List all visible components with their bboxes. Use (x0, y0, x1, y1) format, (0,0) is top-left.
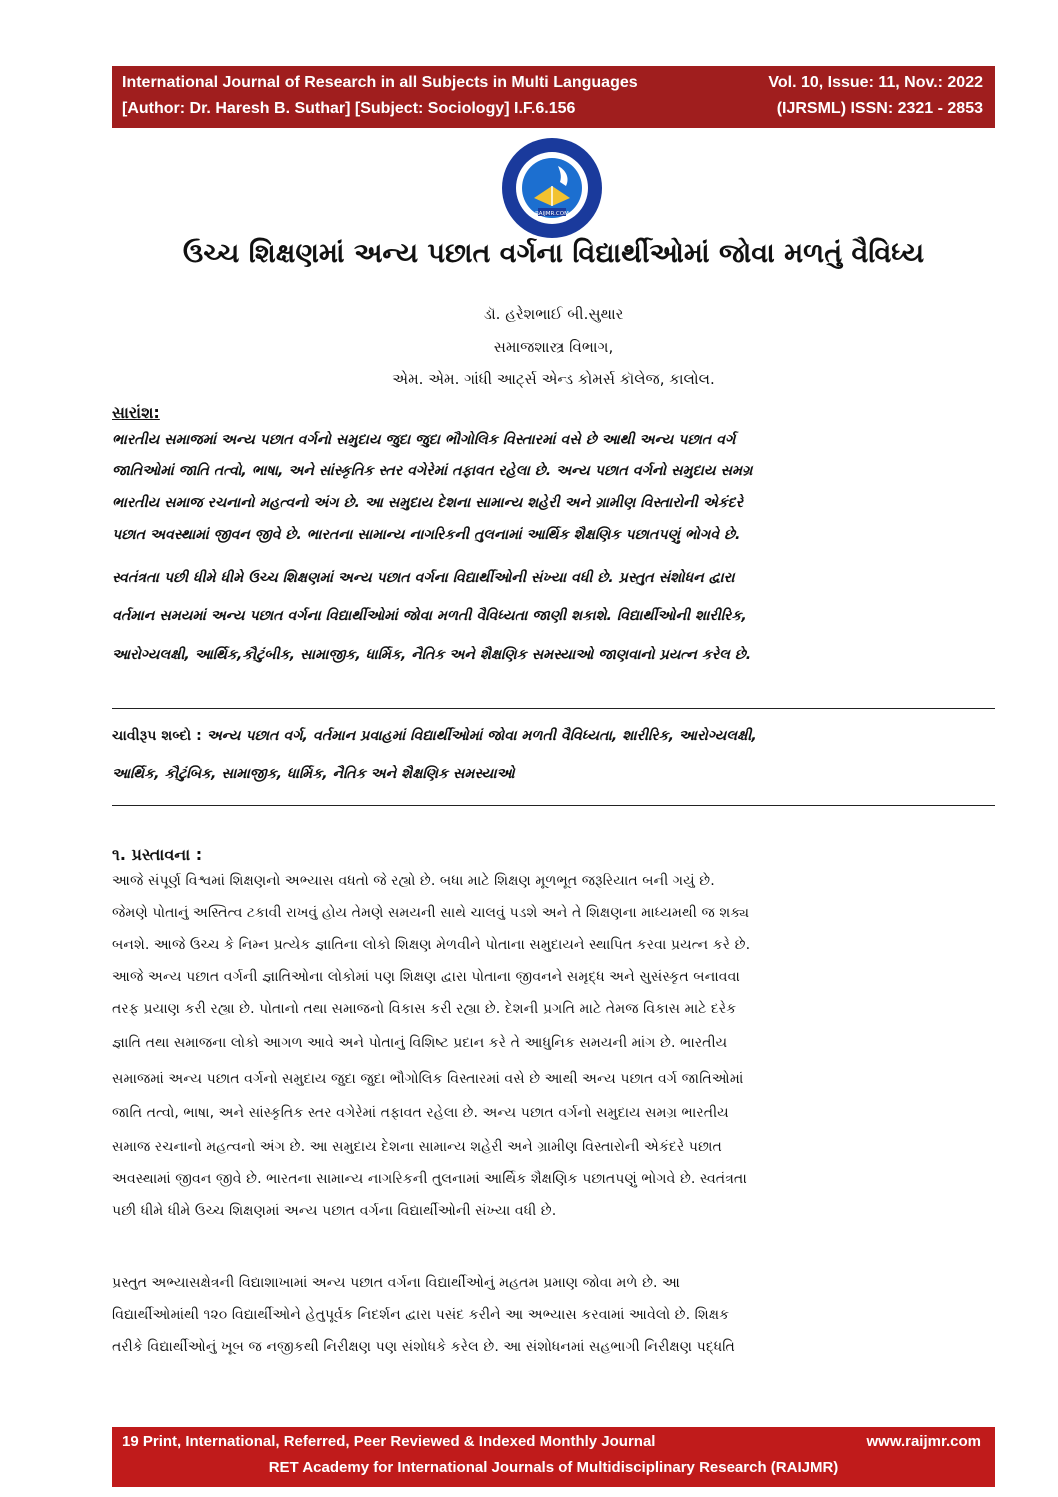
author-department: સમાજશાસ્ત્ર વિભાગ, (493, 338, 614, 356)
body-line: તરીકે વિદ્યાર્થીઓનું ખૂબ જ નજીકથી નિરીક્ષણ પણ સંશોધકે કરેલ છે. આ સંશોધનમાં સહભાગી નિરીક્ષણ પદ્ધતિ (112, 1339, 735, 1355)
body-line: જાતિ તત્વો, ભાષા, અને સાંસ્કૃતિક સ્તર વગેરેમાં તફાવત રહેલા છે. અન્ય પછાત વર્ગનો સમુદાય સમગ્ર ભારતીય (112, 1105, 729, 1121)
journal-name: International Journal of Research in all Subjects in Multi Languages (122, 74, 638, 91)
keywords-text-2: આર્થિક, કૌટુંબિક, સામાજીક, ધાર્મિક, નૈતિક અને શૈક્ષણિક સમસ્યાઓ (112, 766, 515, 782)
author-name: ડૉ. હરેશભાઈ બી.સુથાર (483, 305, 624, 323)
keywords-line-1 (112, 728, 995, 744)
body-line: પ્રસ્તુત અભ્યાસક્ષેત્રની વિદ્યાશાખામાં અન્ય પછાત વર્ગના વિદ્યાર્થીઓનું મહતમ પ્રમાણ જોવા મળે છે. આ (112, 1275, 681, 1291)
issn: (IJRSML) ISSN: 2321 - 2853 (776, 100, 983, 117)
abstract-line: ભારતીય સમાજ રચનાનો મહત્વનો અંગ છે. આ સમુદાય દેશના સામાન્ય શહેરી અને ગ્રામીણ વિસ્તારોની એકંદરે (112, 495, 743, 511)
paper-title: ઉચ્ચ શિક્ષણમાં અન્ય પછાત વર્ગના વિદ્યાર્થીઓમાં જોવા મળતું વૈવિધ્ય (182, 238, 925, 269)
divider-bottom (112, 805, 995, 806)
journal-header (112, 66, 995, 128)
divider-top (112, 708, 995, 709)
body-line: બનશે. આજે ઉચ્ચ કે નિમ્ન પ્રત્યેક જ્ઞાતિના લોકો શિક્ષણ મેળવીને પોતાના સમુદાયને સ્થાપિત કરવા પ્રયત્ન કરે છે. (112, 937, 751, 953)
body-line: અવસ્થામાં જીવન જીવે છે. ભારતના સામાન્ય નાગરિકની તુલનામાં આર્થિક શૈક્ષણિક પછાતપણું ભોગવે છે. સ્વતંત્રતા (112, 1171, 747, 1187)
section-heading: ૧. પ્રસ્તાવના : (112, 845, 203, 864)
author-college: એમ. એમ. ગાંધી આર્ટ્સ એન્ડ કોમર્સ કૉલેજ, કાલોલ. (392, 370, 715, 388)
body-line: આજે અન્ય પછાત વર્ગની જ્ઞાતિઓના લોકોમાં પણ શિક્ષણ દ્વારા પોતાના જીવનને સમૃદ્ધ અને સુસંસ્કૃત બનાવવા (112, 969, 740, 985)
body-line: તરફ પ્રયાણ કરી રહ્યા છે. પોતાનો તથા સમાજનો વિકાસ કરી રહ્યા છે. દેશની પ્રગતિ માટે તેમજ વિકાસ માટે દરેક (112, 1001, 737, 1017)
volume-issue: Vol. 10, Issue: 11, Nov.: 2022 (768, 74, 983, 91)
body-line: જ્ઞાતિ તથા સમાજના લોકો આગળ આવે અને પોતાનું વિશિષ્ટ પ્રદાન કરે તે આધુનિક સમયની માંગ છે. ભારતીય (112, 1035, 728, 1051)
raijmr-logo-icon (500, 136, 604, 240)
body-line: જેમણે પોતાનું અસ્તિત્વ ટકાવી રાખવું હોય તેમણે સમયની સાથે ચાલવું પડશે અને તે શિક્ષણના માધ્યમથી જ શક્ય (112, 905, 750, 921)
author-subject-line: [Author: Dr. Haresh B. Suthar] [Subject: Sociology] I.F.6.156 (122, 100, 576, 117)
body-line: વિદ્યાર્થીઓમાંથી ૧૨૦ વિદ્યાર્થીઓને હેતુપૂર્વક નિદર્શન દ્વારા પસંદ કરીને આ અભ્યાસ કરવામાં આવેલો છે. શિક્ષક (112, 1307, 730, 1323)
footer-website-link[interactable]: www.raijmr.com (866, 1433, 981, 1450)
logo-text: RAIJMR.COM (535, 211, 569, 217)
abstract-line: સ્વતંત્રતા પછી ધીમે ધીમે ઉચ્ચ શિક્ષણમાં અન્ય પછાત વર્ગના વિદ્યાર્થીઓની સંખ્યા વધી છે. પ્રસ્તુત સંશોધન દ્વારા (112, 570, 735, 586)
keywords-label: ચાવીરૂપ શબ્દો : (112, 728, 207, 744)
footer-publisher: RET Academy for International Journals of Multidisciplinary Research (RAIJMR) (268, 1459, 839, 1476)
body-line: પછી ધીમે ધીમે ઉચ્ચ શિક્ષણમાં અન્ય પછાત વર્ગના વિદ્યાર્થીઓની સંખ્યા વધી છે. (112, 1203, 557, 1219)
body-line: આજે સંપૂર્ણ વિશ્વમાં શિક્ષણનો અભ્યાસ વધતો જે રહ્યો છે. બધા માટે શિક્ષણ મૂળભૂત જરૂરિયાત બની ગયું છે. (112, 873, 715, 889)
journal-footer (112, 1427, 995, 1487)
abstract-line: જાતિઓમાં જાતિ તત્વો, ભાષા, અને સાંસ્કૃતિક સ્તર વગેરેમાં તફાવત રહેલા છે. અન્ય પછાત વર્ગનો સમુદાય સમગ્ર (112, 463, 753, 479)
body-line: સમાજમાં અન્ય પછાત વર્ગનો સમુદાય જુદા જુદા ભૌગોલિક વિસ્તારમાં વસે છે આથી અન્ય પછાત વર્ગ જાતિઓમાં (112, 1071, 744, 1087)
abstract-line: ભારતીય સમાજમાં અન્ય પછાત વર્ગનો સમુદાય જુદા જુદા ભૌગોલિક વિસ્તારમાં વસે છે આથી અન્ય પછાત વર્ગ (112, 432, 736, 448)
abstract-heading: સારાંશ: (112, 403, 160, 422)
abstract-line: પછાત અવસ્થામાં જીવન જીવે છે. ભારતના સામાન્ય નાગરિકની તુલનામાં આર્થિક શૈક્ષણિક પછાતપણું ભોગવે છે. (112, 527, 741, 543)
body-line: સમાજ રચનાનો મહત્વનો અંગ છે. આ સમુદાય દેશના સામાન્ય શહેરી અને ગ્રામીણ વિસ્તારોની એકંદરે પછાત (112, 1139, 722, 1155)
abstract-line: આરોગ્યલક્ષી, આર્થિક,કૌટુંબીક, સામાજીક, ધાર્મિક, નૈતિક અને શૈક્ષણિક સમસ્યાઓ જાણવાનો પ્રયત્ન કરેલ છે. (112, 647, 752, 663)
footer-page-and-journal: 19 Print, International, Referred, Peer Reviewed & Indexed Monthly Journal (122, 1433, 656, 1450)
abstract-line: વર્તમાન સમયમાં અન્ય પછાત વર્ગના વિદ્યાર્થીઓમાં જોવા મળતી વૈવિધ્યતા જાણી શકાશે. વિદ્યાર્થીઓની શારીરિક, (112, 608, 747, 624)
keywords-text-1: અન્ય પછાત વર્ગ, વર્તમાન પ્રવાહમાં વિદ્યાર્થીઓમાં જોવા મળતી વૈવિધ્યતા, શારીરિક, આરોગ્યલક્ષી, (206, 728, 757, 744)
